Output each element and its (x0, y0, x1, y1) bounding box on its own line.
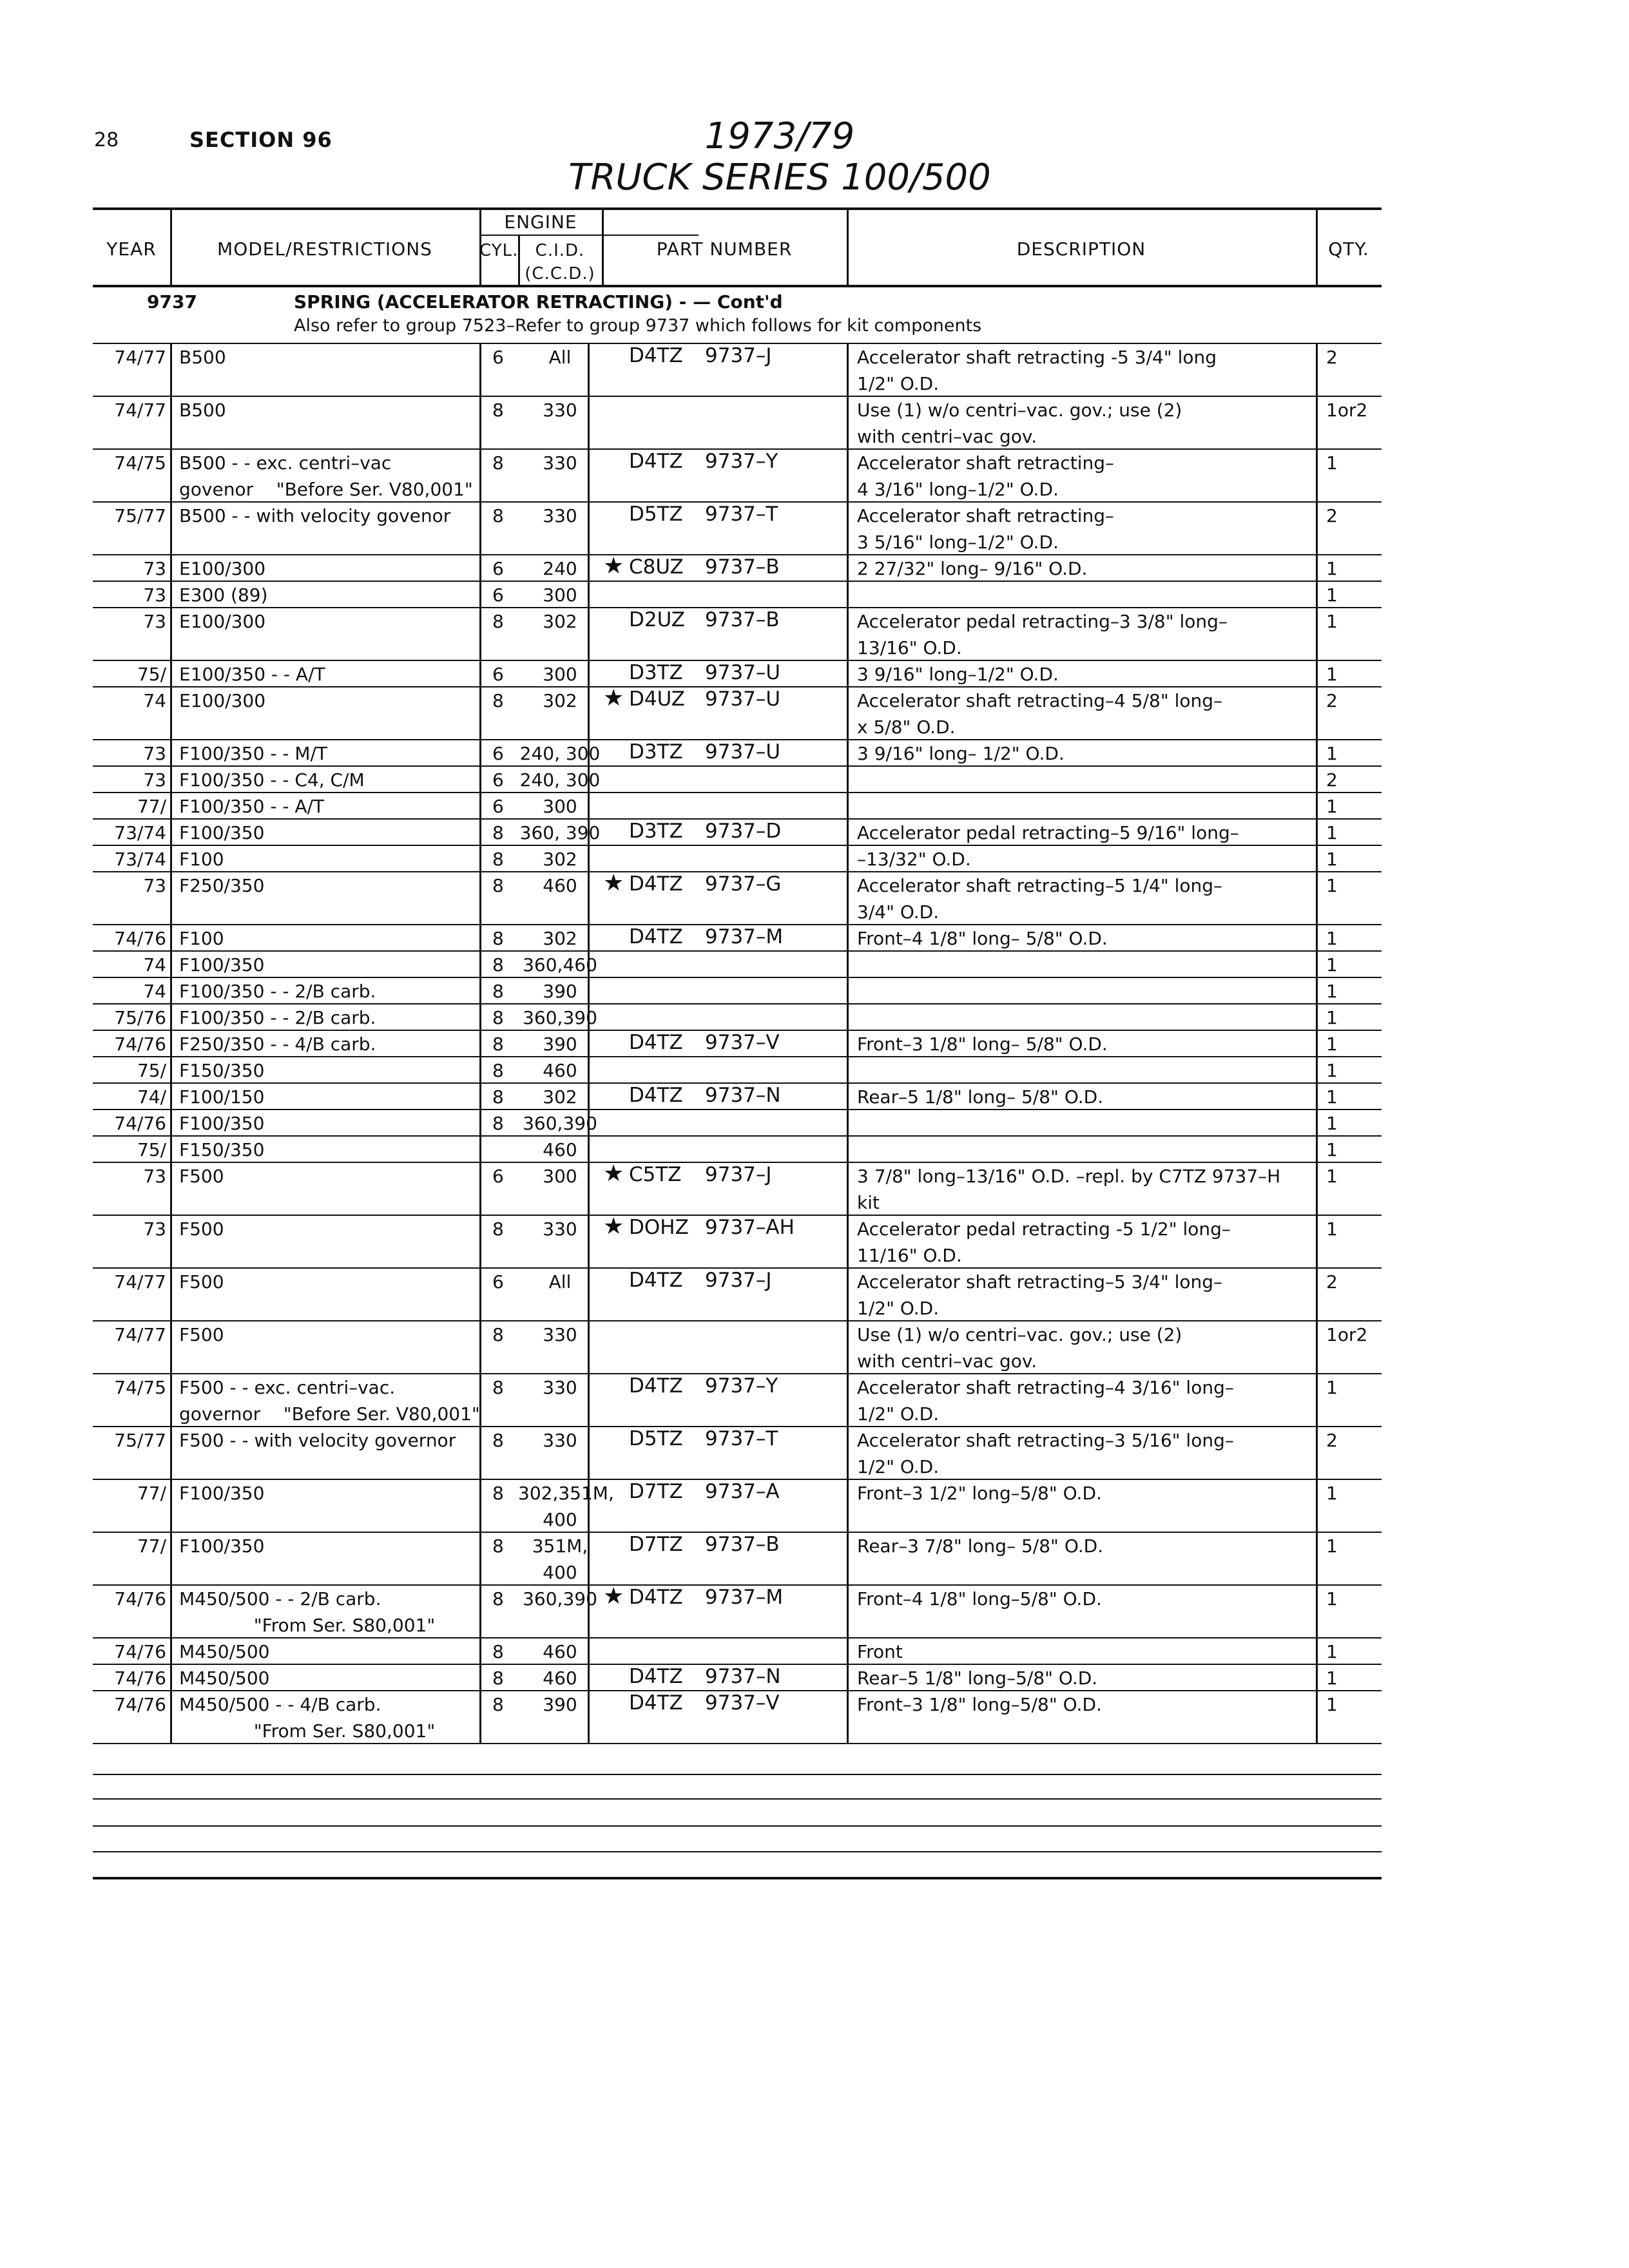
row-cid: 330 (543, 399, 577, 421)
row-year: 75/76 (114, 1007, 166, 1028)
row-cyl: 8 (492, 399, 504, 421)
row-qty: 2 (1326, 769, 1338, 791)
row-description: –13/32" O.D. (857, 849, 971, 870)
row-cyl: 8 (492, 505, 504, 526)
row-description: 2 27/32" long– 9/16" O.D. (857, 558, 1088, 579)
row-part-prefix: D4TZ (629, 1084, 683, 1107)
row-cyl: 8 (492, 1377, 504, 1398)
row-cid: 360,390 (523, 1007, 597, 1028)
row-cid: 330 (543, 505, 577, 526)
row-cyl: 6 (492, 664, 504, 685)
col-qty-header: QTY. (1328, 238, 1369, 260)
row-model: F500 (179, 1271, 224, 1293)
row-cyl: 8 (492, 875, 504, 896)
row-model: F100 (179, 849, 224, 870)
row-part-prefix: D4TZ (629, 1691, 683, 1715)
col-cyl-header: CYL. (479, 241, 519, 260)
row-description: Rear–3 7/8" long– 5/8" O.D. (857, 1535, 1104, 1557)
row-cyl: 6 (492, 769, 504, 791)
row-qty: 1 (1326, 1113, 1338, 1134)
group-note: Also refer to group 7523–Refer to group 9737 which follows for kit components (294, 316, 982, 336)
row-cyl: 8 (492, 981, 504, 1002)
row-qty: 1 (1326, 584, 1338, 606)
row-part-prefix: D4TZ (629, 450, 683, 473)
row-model: F100/350 - - M/T (179, 743, 328, 764)
row-part-prefix: D4TZ (629, 872, 683, 896)
row-cyl: 6 (492, 347, 504, 368)
row-year: 75/ (137, 1139, 166, 1160)
row-cyl: 8 (492, 690, 504, 711)
row-cyl: 8 (492, 1535, 504, 1557)
row-qty: 1 (1326, 928, 1338, 949)
row-model: E100/350 - - A/T (179, 664, 325, 685)
row-year: 73 (143, 584, 166, 606)
row-description: 11/16" O.D. (857, 1245, 962, 1266)
row-part-suffix: 9737–G (705, 872, 782, 896)
row-description: 3 9/16" long– 1/2" O.D. (857, 743, 1065, 764)
row-part-prefix: D5TZ (629, 1427, 683, 1450)
row-qty: 1 (1326, 1086, 1338, 1108)
row-description: 4 3/16" long–1/2" O.D. (857, 479, 1059, 500)
row-cyl: 8 (492, 452, 504, 474)
row-model: M450/500 - - 2/B carb. (179, 1588, 381, 1610)
row-qty: 1 (1326, 1377, 1338, 1398)
row-cid: 460 (543, 1139, 577, 1160)
row-description: Front–4 1/8" long–5/8" O.D. (857, 1588, 1102, 1610)
row-cyl: 8 (492, 954, 504, 975)
row-year: 74 (143, 981, 166, 1002)
col-engine-header: ENGINE (504, 211, 577, 233)
group-name: SPRING (ACCELERATOR RETRACTING) - — Cont'd (294, 291, 783, 312)
row-cyl: 8 (492, 1430, 504, 1451)
row-year: 75/ (137, 664, 166, 685)
row-part-suffix: 9737–U (705, 740, 781, 764)
row-description: Use (1) w/o centri–vac. gov.; use (2) (857, 1324, 1182, 1345)
row-model: F500 - - exc. centri–vac. (179, 1377, 396, 1398)
page-title (541, 116, 1018, 198)
row-qty: 1 (1326, 1694, 1338, 1715)
row-part-suffix: 9737–Y (705, 450, 778, 473)
row-description: Accelerator shaft retracting–4 3/16" long– (857, 1377, 1234, 1398)
row-year: 74/76 (114, 928, 166, 949)
row-model: F150/350 (179, 1139, 265, 1160)
row-qty: 1 (1326, 796, 1338, 817)
row-model: E100/300 (179, 690, 266, 711)
row-cid: 360,390 (523, 1113, 597, 1134)
row-description: Front–4 1/8" long– 5/8" O.D. (857, 928, 1108, 949)
row-cyl: 8 (492, 1060, 504, 1081)
row-cyl: 8 (492, 849, 504, 870)
row-cid: 302 (543, 690, 577, 711)
row-year: 74 (143, 954, 166, 975)
row-description: Accelerator shaft retracting–5 3/4" long– (857, 1271, 1223, 1293)
row-cyl: 8 (492, 1218, 504, 1240)
row-model: F250/350 (179, 875, 265, 896)
row-cid: 300 (543, 796, 577, 817)
row-model: F250/350 - - 4/B carb. (179, 1033, 376, 1055)
row-cid: 400 (543, 1562, 577, 1583)
star-icon: ★ (603, 553, 624, 579)
row-cyl: 8 (492, 611, 504, 632)
row-part-prefix: D4TZ (629, 1269, 683, 1292)
row-description: 3 7/8" long–13/16" O.D. –repl. by C7TZ 9737–H (857, 1166, 1281, 1187)
row-cid: 330 (543, 1218, 577, 1240)
row-qty: 1 (1326, 558, 1338, 579)
row-part-prefix: C5TZ (629, 1163, 682, 1186)
row-part-prefix: D7TZ (629, 1480, 683, 1503)
row-cyl: 6 (492, 558, 504, 579)
row-description: x 5/8" O.D. (857, 716, 956, 738)
row-model: F100/150 (179, 1086, 265, 1108)
row-model: F500 (179, 1324, 224, 1345)
row-description: Front (857, 1641, 903, 1662)
parts-table (93, 207, 1382, 1754)
row-cid: 302 (543, 1086, 577, 1108)
row-cyl: 8 (492, 1694, 504, 1715)
row-cyl: 8 (492, 1641, 504, 1662)
row-qty: 1 (1326, 664, 1338, 685)
row-cid: 240, 300 (519, 743, 601, 764)
row-cid: 302 (543, 849, 577, 870)
row-cid: 390 (543, 981, 577, 1002)
row-year: 74/77 (114, 1271, 166, 1293)
row-description: Use (1) w/o centri–vac. gov.; use (2) (857, 399, 1182, 421)
row-cid: 330 (543, 452, 577, 474)
row-description: 3 5/16" long–1/2" O.D. (857, 532, 1059, 553)
row-description: 13/16" O.D. (857, 637, 962, 658)
row-cid: 460 (543, 875, 577, 896)
row-year: 74/76 (114, 1113, 166, 1134)
row-year: 74/76 (114, 1588, 166, 1610)
row-part-suffix: 9737–Y (705, 1374, 778, 1398)
row-cid: 460 (543, 1060, 577, 1081)
row-model: F150/350 (179, 1060, 265, 1081)
row-year: 73/74 (114, 822, 166, 843)
row-cyl: 8 (492, 928, 504, 949)
title-years: 1973/79 (704, 115, 855, 157)
row-cid: 330 (543, 1324, 577, 1345)
row-cid: 240, 300 (519, 769, 601, 791)
row-year: 74/76 (114, 1694, 166, 1715)
row-model: govenor "Before Ser. V80,001" (179, 479, 473, 500)
row-model: F500 (179, 1166, 224, 1187)
row-model: M450/500 - - 4/B carb. (179, 1694, 381, 1715)
row-cyl: 8 (492, 822, 504, 843)
row-model: B500 - - with velocity govenor (179, 505, 451, 526)
row-cyl: 6 (492, 796, 504, 817)
row-model: F100/350 (179, 1535, 265, 1557)
row-qty: 1 (1326, 1060, 1338, 1081)
row-cyl: 8 (492, 1113, 504, 1134)
row-year: 73 (143, 611, 166, 632)
row-year: 75/77 (114, 505, 166, 526)
row-cyl: 8 (492, 1667, 504, 1689)
section-label: SECTION 96 (189, 128, 333, 152)
row-description: Accelerator shaft retracting– (857, 505, 1115, 526)
row-part-prefix: D4UZ (629, 687, 685, 711)
row-part-suffix: 9737–A (705, 1480, 780, 1503)
col-model-header: MODEL/RESTRICTIONS (217, 238, 432, 260)
row-model: B500 (179, 399, 226, 421)
row-model: governor "Before Ser. V80,001" (179, 1403, 480, 1425)
row-description: Rear–5 1/8" long–5/8" O.D. (857, 1667, 1098, 1689)
row-model: M450/500 (179, 1667, 270, 1689)
row-year: 74/76 (114, 1641, 166, 1662)
row-cyl: 8 (492, 1483, 504, 1504)
row-year: 73 (143, 743, 166, 764)
row-part-prefix: D7TZ (629, 1533, 683, 1556)
row-part-suffix: 9737–V (705, 1691, 780, 1715)
row-cid: 302 (543, 611, 577, 632)
row-cid: 302,351M, (518, 1483, 614, 1504)
row-year: 74/77 (114, 1324, 166, 1345)
row-description: Accelerator shaft retracting–4 5/8" long– (857, 690, 1223, 711)
row-description: 1/2" O.D. (857, 373, 940, 394)
row-cyl: 8 (492, 1007, 504, 1028)
row-part-suffix: 9737–D (705, 820, 782, 843)
row-description: Rear–5 1/8" long– 5/8" O.D. (857, 1086, 1104, 1108)
row-part-suffix: 9737–M (705, 1586, 784, 1609)
row-qty: 1or2 (1326, 399, 1368, 421)
row-description: Accelerator shaft retracting–3 5/16" long– (857, 1430, 1234, 1451)
group-code: 9737 (147, 291, 197, 312)
row-description: with centri–vac gov. (857, 1350, 1037, 1372)
row-model: E100/300 (179, 611, 266, 632)
row-qty: 1 (1326, 1139, 1338, 1160)
row-model: F100/350 - - C4, C/M (179, 769, 365, 791)
row-description: Accelerator shaft retracting -5 3/4" long (857, 347, 1217, 368)
row-model: F100/350 - - A/T (179, 796, 325, 817)
col-part-header: PART NUMBER (656, 238, 793, 260)
row-description: Front–3 1/2" long–5/8" O.D. (857, 1483, 1102, 1504)
col-year-header: YEAR (106, 238, 157, 260)
row-qty: 1 (1326, 1007, 1338, 1028)
row-part-prefix: D5TZ (629, 503, 683, 526)
row-qty: 1 (1326, 1218, 1338, 1240)
row-cid: 390 (543, 1033, 577, 1055)
row-part-suffix: 9737–J (705, 1163, 772, 1186)
row-description: Accelerator shaft retracting– (857, 452, 1115, 474)
row-year: 75/ (137, 1060, 166, 1081)
row-description: with centri–vac gov. (857, 426, 1037, 447)
row-model: F100/350 (179, 1483, 265, 1504)
row-year: 73 (143, 1166, 166, 1187)
row-description: 1/2" O.D. (857, 1403, 940, 1425)
row-description: Accelerator shaft retracting–5 1/4" long– (857, 875, 1223, 896)
row-part-prefix: C8UZ (629, 555, 684, 579)
row-model: B500 - - exc. centri–vac (179, 452, 392, 474)
row-year: 74 (143, 690, 166, 711)
row-cyl: 6 (492, 743, 504, 764)
row-part-suffix: 9737–M (705, 925, 784, 948)
row-model: F100/350 (179, 822, 265, 843)
star-icon: ★ (603, 1160, 624, 1187)
row-year: 75/77 (114, 1430, 166, 1451)
row-part-suffix: 9737–U (705, 661, 781, 684)
row-part-suffix: 9737–V (705, 1031, 780, 1054)
row-description: Front–3 1/8" long–5/8" O.D. (857, 1694, 1102, 1715)
row-part-prefix: D4TZ (629, 1586, 683, 1609)
row-cid: 300 (543, 1166, 577, 1187)
row-year: 73 (143, 1218, 166, 1240)
row-description: 1/2" O.D. (857, 1298, 940, 1319)
row-cid: 460 (543, 1641, 577, 1662)
star-icon: ★ (603, 685, 624, 711)
row-part-prefix: D4TZ (629, 1665, 683, 1688)
row-cyl: 8 (492, 1086, 504, 1108)
row-model: F100/350 (179, 954, 265, 975)
row-description: kit (857, 1192, 880, 1213)
row-part-suffix: 9737–U (705, 687, 781, 711)
star-icon: ★ (603, 1583, 624, 1610)
row-cid: 330 (543, 1430, 577, 1451)
row-cid: 302 (543, 928, 577, 949)
row-qty: 1 (1326, 1588, 1338, 1610)
row-description: Accelerator pedal retracting–3 3/8" long– (857, 611, 1228, 632)
row-cid: 400 (543, 1509, 577, 1530)
row-qty: 1 (1326, 1667, 1338, 1689)
row-model: "From Ser. S80,001" (179, 1720, 436, 1742)
col-description-header: DESCRIPTION (1016, 238, 1146, 260)
row-year: 73 (143, 769, 166, 791)
row-part-prefix: D4TZ (629, 1374, 683, 1398)
row-year: 74/76 (114, 1667, 166, 1689)
row-year: 77/ (137, 796, 166, 817)
row-model: F500 - - with velocity governor (179, 1430, 456, 1451)
row-qty: 1 (1326, 822, 1338, 843)
row-description: 1/2" O.D. (857, 1456, 940, 1477)
row-part-suffix: 9737–B (705, 608, 780, 631)
row-part-suffix: 9737–T (705, 503, 778, 526)
row-model: F100 (179, 928, 224, 949)
row-qty: 2 (1326, 347, 1338, 368)
row-qty: 1 (1326, 954, 1338, 975)
row-model: F100/350 (179, 1113, 265, 1134)
row-qty: 1 (1326, 452, 1338, 474)
row-cid: 460 (543, 1667, 577, 1689)
col-ccd-header: (C.C.D.) (525, 264, 595, 284)
row-description: Front–3 1/8" long– 5/8" O.D. (857, 1033, 1108, 1055)
row-year: 77/ (137, 1535, 166, 1557)
row-cyl: 6 (492, 1166, 504, 1187)
row-model: B500 (179, 347, 226, 368)
row-part-suffix: 9737–J (705, 344, 772, 367)
row-cid: 300 (543, 664, 577, 685)
row-year: 74/ (137, 1086, 166, 1108)
row-cid: 390 (543, 1694, 577, 1715)
row-year: 73 (143, 875, 166, 896)
row-part-suffix: 9737–N (705, 1665, 781, 1688)
row-cid: 330 (543, 1377, 577, 1398)
row-qty: 2 (1326, 505, 1338, 526)
title-series: TRUCK SERIES 100/500 (568, 157, 991, 198)
row-cyl: 6 (492, 1271, 504, 1293)
star-icon: ★ (603, 1213, 624, 1240)
row-qty: 2 (1326, 1271, 1338, 1293)
row-part-prefix: D4TZ (629, 344, 683, 367)
row-cyl: 8 (492, 1588, 504, 1610)
row-part-suffix: 9737–AH (705, 1216, 795, 1239)
row-description: 3/4" O.D. (857, 901, 940, 923)
row-qty: 1 (1326, 1166, 1338, 1187)
row-cyl: 6 (492, 584, 504, 606)
row-part-prefix: D3TZ (629, 740, 683, 764)
row-model: F500 (179, 1218, 224, 1240)
row-qty: 1 (1326, 1535, 1338, 1557)
row-cid: All (548, 347, 572, 368)
page-number: 28 (94, 129, 119, 151)
row-part-prefix: D3TZ (629, 661, 683, 684)
row-model: E100/300 (179, 558, 266, 579)
row-qty: 1 (1326, 743, 1338, 764)
row-year: 73/74 (114, 849, 166, 870)
row-part-prefix: DOHZ (629, 1216, 689, 1239)
row-qty: 1 (1326, 849, 1338, 870)
row-description: Accelerator pedal retracting -5 1/2" long– (857, 1218, 1231, 1240)
row-part-prefix: D2UZ (629, 608, 685, 631)
row-year: 77/ (137, 1483, 166, 1504)
row-part-suffix: 9737–B (705, 555, 780, 579)
row-qty: 1 (1326, 1033, 1338, 1055)
row-cyl: 8 (492, 1324, 504, 1345)
row-qty: 1 (1326, 981, 1338, 1002)
row-cid: 240 (543, 558, 577, 579)
row-qty: 1 (1326, 611, 1338, 632)
row-qty: 1 (1326, 875, 1338, 896)
row-year: 73 (143, 558, 166, 579)
row-model: "From Ser. S80,001" (179, 1615, 436, 1636)
row-cid: 360, 390 (519, 822, 601, 843)
row-part-prefix: D4TZ (629, 1031, 683, 1054)
row-cid: All (548, 1271, 572, 1293)
row-part-suffix: 9737–J (705, 1269, 772, 1292)
row-description: 3 9/16" long–1/2" O.D. (857, 664, 1059, 685)
row-qty: 1or2 (1326, 1324, 1368, 1345)
row-year: 74/76 (114, 1033, 166, 1055)
col-cid-header: C.I.D. (535, 241, 585, 260)
row-qty: 1 (1326, 1483, 1338, 1504)
row-model: E300 (89) (179, 584, 268, 606)
row-part-prefix: D3TZ (629, 820, 683, 843)
row-model: F100/350 - - 2/B carb. (179, 981, 376, 1002)
row-cid: 360,460 (523, 954, 597, 975)
row-qty: 1 (1326, 1641, 1338, 1662)
row-part-prefix: D4TZ (629, 925, 683, 948)
row-year: 74/75 (114, 1377, 166, 1398)
row-qty: 2 (1326, 1430, 1338, 1451)
row-cid: 300 (543, 584, 577, 606)
row-year: 74/75 (114, 452, 166, 474)
row-part-suffix: 9737–B (705, 1533, 780, 1556)
row-description: Accelerator pedal retracting–5 9/16" long– (857, 822, 1239, 843)
row-year: 74/77 (114, 347, 166, 368)
row-part-suffix: 9737–N (705, 1084, 781, 1107)
row-model: M450/500 (179, 1641, 270, 1662)
row-year: 74/77 (114, 399, 166, 421)
row-cyl: 8 (492, 1033, 504, 1055)
star-icon: ★ (603, 870, 624, 896)
row-cid: 360,390 (523, 1588, 597, 1610)
row-part-suffix: 9737–T (705, 1427, 778, 1450)
row-model: F100/350 - - 2/B carb. (179, 1007, 376, 1028)
row-cid: 351M, (532, 1535, 588, 1557)
row-qty: 2 (1326, 690, 1338, 711)
